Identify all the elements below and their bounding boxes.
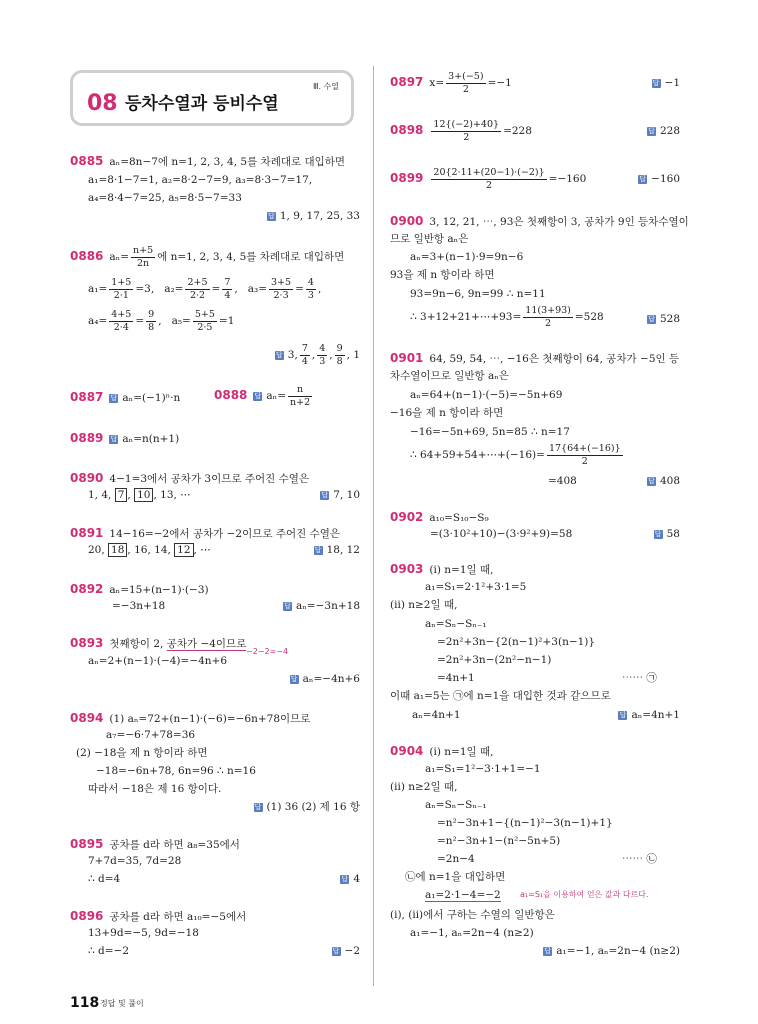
problem-0904-line6: =n²−3n+1−(n²−5n+5) — [437, 835, 561, 847]
problem-0903-line9: aₙ=4n+1 — [412, 709, 461, 721]
answer-0890: 답 7, 10 — [321, 489, 360, 501]
problem-number: 0892 — [70, 582, 104, 596]
problem-0895-line2: 7+7d=35, 7d=28 — [88, 855, 182, 867]
fraction: $\frac{7}{4}$ — [224, 277, 231, 301]
answer-0895: 답 4 — [341, 873, 360, 885]
answer-icon: 답 — [544, 946, 552, 955]
answer-icon: 답 — [267, 211, 275, 220]
answer-0904: 답 a₁=−1, aₙ=2n−4 (n≥2) — [544, 945, 680, 957]
answer-0899: 답 −160 — [639, 173, 680, 185]
problem-0904-line1: 0904 (ⅰ) n=1일 때, — [390, 744, 494, 758]
answer-icon: 답 — [290, 674, 298, 683]
column-divider — [373, 66, 374, 986]
problem-0903-line6: =2n²+3n−(2n²−n−1) — [437, 654, 552, 666]
problem-0888: 0888 답 aₙ= $\frac{n}{n+2}$ — [214, 384, 311, 408]
problem-number: 0896 — [70, 909, 104, 923]
boxed-term: 12 — [174, 543, 193, 557]
margin-note: −2−2=−4 — [246, 647, 289, 656]
problem-number: 0889 — [70, 431, 104, 445]
problem-0899: 0899 $\frac{20\{2\cdot 11+(20-1)\cdot(-2)\}}{2}$ =−160 — [390, 167, 587, 191]
problem-0886-line2: a₁= $\frac{1+5}{2\cdot 1}$ =3, a₂= $\frac{2+5}{2\cdot 2}$ = $\frac{7}{4}$ , a₃= $\frac{3+5}{2\cdot 3}$ = $\frac{4}{3}$ , — [88, 277, 322, 301]
fraction: $\frac{20\{2\cdot 11+(20-1)\cdot(-2)\}}{2}$ — [433, 167, 545, 191]
answer-icon: 답 — [652, 78, 660, 87]
answer-icon: 답 — [110, 434, 118, 443]
problem-0885-line1: 0885 aₙ=8n−7에 n=1, 2, 3, 4, 5를 차례대로 대입하면 — [70, 154, 346, 168]
problem-0895-line1: 0895 공차를 d라 하면 a₈=35에서 — [70, 837, 240, 851]
problem-number: 0894 — [70, 711, 104, 725]
problem-0894-line2: a₇=−6·7+78=36 — [106, 729, 196, 741]
problem-0901-line6: ∴ 64+59+54+⋯+(−16)= $\frac{17\{64+(-16)\}}{2}$ — [410, 443, 621, 467]
answer-icon: 답 — [341, 874, 349, 883]
problem-number: 0893 — [70, 636, 104, 650]
problem-0904-line8: ㉡에 n=1을 대입하면 — [405, 871, 506, 883]
fraction: $\frac{4}{3}$ — [307, 277, 314, 301]
problem-number: 0888 — [214, 388, 248, 402]
problem-0887: 0887 답 aₙ=(−1)ⁿ·n — [70, 390, 181, 404]
fraction: $\frac{17\{64+(-16)\}}{2}$ — [548, 443, 621, 467]
problem-number: 0895 — [70, 837, 104, 851]
problem-number: 0902 — [390, 510, 424, 524]
chapter-number: 08 — [87, 91, 118, 116]
problem-0894-line1: 0894 (1) aₙ=72+(n−1)·(−6)=−6n+78이므로 — [70, 711, 311, 725]
answer-0900: 답 528 — [648, 313, 680, 325]
problem-0901-line7: =408 — [548, 475, 577, 487]
problem-0900-line1: 0900 3, 12, 21, ⋯, 93은 첫째항이 3, 공차가 9인 등차수열이 — [390, 214, 689, 228]
underlined-phrase: a₁=2·1−4=−2 — [425, 889, 501, 901]
answer-0891: 답 18, 12 — [314, 544, 360, 556]
problem-0890-line2: 1, 4, 7 , 10 , 13, ⋯ — [88, 489, 191, 501]
problem-number: 0885 — [70, 154, 104, 168]
fraction: $\frac{5+5}{2\cdot 5}$ — [194, 309, 215, 333]
answer-icon: 답 — [654, 529, 662, 538]
answer-0896: 답 −2 — [332, 945, 360, 957]
problem-number: 0887 — [70, 390, 104, 404]
boxed-term: 7 — [115, 488, 128, 502]
problem-0903-line4: aₙ=Sₙ−Sₙ₋₁ — [425, 618, 487, 630]
problem-number: 0900 — [390, 214, 424, 228]
fraction: $\frac{4+5}{2\cdot 4}$ — [111, 309, 132, 333]
page-number: 118 — [70, 995, 100, 1011]
problem-0903-line3: (ⅱ) n≥2일 때, — [390, 599, 458, 611]
answer-icon: 답 — [321, 490, 329, 499]
problem-0892-line1: 0892 aₙ=15+(n−1)·(−3) — [70, 582, 209, 596]
problem-0904-line4: aₙ=Sₙ−Sₙ₋₁ — [425, 799, 487, 811]
answer-icon: 답 — [254, 391, 262, 400]
problem-number: 0886 — [70, 249, 104, 263]
problem-0896-line1: 0896 공차를 d라 하면 a₁₀=−5에서 — [70, 909, 247, 923]
problem-0901-line5: −16=−5n+69, 5n=85 ∴ n=17 — [410, 426, 570, 438]
answer-icon: 답 — [639, 174, 647, 183]
chapter-title: 등차수열과 등비수열 — [125, 94, 279, 114]
problem-0890-line1: 0890 4−1=3에서 공차가 3이므로 주어진 수열은 — [70, 471, 310, 485]
problem-0885-line3: a₄=8·4−7=25, a₅=8·5−7=33 — [88, 192, 242, 204]
problem-number: 0901 — [390, 351, 424, 365]
answer-icon: 답 — [110, 393, 118, 402]
boxed-term: 18 — [108, 543, 127, 557]
answer-icon: 답 — [254, 802, 262, 811]
problem-number: 0903 — [390, 562, 424, 576]
problem-number: 0899 — [390, 171, 424, 185]
answer-0897: 답 −1 — [652, 77, 680, 89]
answer-icon: 답 — [648, 476, 655, 485]
equation-label: ⋯⋯ ㉡ — [622, 853, 657, 865]
problem-0901-line3: aₙ=64+(n−1)·(−5)=−5n+69 — [410, 389, 563, 401]
fraction: $\frac{1+5}{2\cdot 1}$ — [111, 277, 132, 301]
problem-0896-line3: ∴ d=−2 — [88, 945, 130, 957]
problem-0886-line3: a₄= $\frac{4+5}{2\cdot 4}$ = $\frac{9}{8}$ , a₅= $\frac{5+5}{2\cdot 5}$ =1 — [88, 309, 235, 333]
problem-0894-line3: (2) −18을 제 n 항이라 하면 — [76, 747, 208, 759]
problem-0902-line2: =(3·10²+10)−(3·9²+9)=58 — [430, 528, 573, 540]
problem-0891-line1: 0891 14−16=−2에서 공차가 −2이므로 주어진 수열은 — [70, 526, 341, 540]
equation-label: ⋯⋯ ㉠ — [622, 672, 657, 684]
problem-0903-line5: =2n²+3n−{2(n−1)²+3(n−1)} — [437, 636, 596, 648]
problem-0904-line10: (ⅰ), (ⅱ)에서 구하는 수열의 일반항은 — [390, 909, 555, 921]
problem-0903-line1: 0903 (ⅰ) n=1일 때, — [390, 562, 494, 576]
answer-icon: 답 — [314, 545, 322, 554]
unit-label: Ⅲ. 수열 — [312, 82, 339, 91]
problem-0901-line2: 차수열이므로 일반항 aₙ은 — [390, 370, 509, 382]
fraction: $\frac{2+5}{2\cdot 2}$ — [187, 277, 208, 301]
problem-number: 0898 — [390, 123, 424, 137]
underlined-phrase: 공차가 −4이므로 — [166, 638, 247, 650]
fraction: $\frac{3+(-5)}{2}$ — [448, 71, 484, 95]
problem-0900-line5: 93=9n−6, 9n=99 ∴ n=11 — [410, 288, 546, 300]
answer-icon: 답 — [275, 350, 283, 359]
problem-number: 0890 — [70, 471, 104, 485]
fraction: $\frac{n+5}{2n}$ — [133, 245, 154, 269]
fraction: $\frac{n}{n+2}$ — [290, 384, 311, 408]
problem-0893-line1: 0893 첫째항이 2, 공차가 −4이므로 — [70, 636, 247, 650]
problem-0904-line7: =2n−4 — [437, 853, 475, 865]
problem-0892-line2: =−3n+18 — [112, 600, 166, 612]
answer-icon: 답 — [284, 601, 291, 610]
fraction: $\frac{9}{8}$ — [148, 309, 155, 333]
problem-0904-line11: a₁=−1, aₙ=2n−4 (n≥2) — [410, 927, 534, 939]
problem-0901-line4: −16을 제 n 항이라 하면 — [390, 407, 504, 419]
answer-0886: 답 3, $\frac{7}{4}$ , $\frac{4}{3}$ , $\frac{9}{8}$ , 1 — [275, 343, 360, 367]
problem-0903-line7: =4n+1 — [437, 672, 475, 684]
problem-0904-line5: =n²−3n+1−{(n−1)²−3(n−1)+1} — [437, 817, 613, 829]
problem-0903-line8: 이때 a₁=5는 ㉠에 n=1을 대입한 것과 같으므로 — [390, 690, 611, 702]
answer-0903: 답 aₙ=4n+1 — [619, 709, 680, 721]
answer-0894: 답 (1) 36 (2) 제 16 항 — [254, 801, 360, 813]
problem-0894-line5: 따라서 −18은 제 16 항이다. — [88, 783, 222, 795]
problem-0900-line3: aₙ=3+(n−1)·9=9n−6 — [410, 251, 524, 263]
answer-0902: 답 58 — [654, 528, 680, 540]
problem-number: 0904 — [390, 744, 424, 758]
problem-0900-line4: 93을 제 n 항이라 하면 — [390, 269, 495, 281]
problem-number: 0891 — [70, 526, 104, 540]
problem-0897: 0897 x= $\frac{3+(-5)}{2}$ =−1 — [390, 71, 512, 95]
answer-icon: 답 — [332, 946, 340, 955]
answer-0893: 답 aₙ=−4n+6 — [290, 673, 360, 685]
problem-0894-line4: −18=−6n+78, 6n=96 ∴ n=16 — [96, 765, 256, 777]
problem-0900-line6: ∴ 3+12+21+⋯+93= $\frac{11(3+93)}{2}$ =528 — [410, 305, 604, 329]
problem-0902-line1: 0902 a₁₀=S₁₀−S₉ — [390, 510, 489, 524]
problem-0891-line2: 20, 18 , 16, 14, 12 , ⋯ — [88, 544, 211, 556]
problem-0904-line2: a₁=S₁=1²−3·1+1=−1 — [425, 763, 541, 775]
answer-0892: 답 aₙ=−3n+18 — [284, 600, 360, 612]
chapter-header — [70, 70, 354, 126]
problem-0895-line3: ∴ d=4 — [88, 873, 121, 885]
footer-label: 정답 및 풀이 — [100, 999, 144, 1008]
answer-0885: 답 1, 9, 17, 25, 33 — [267, 210, 360, 222]
problem-number: 0897 — [390, 75, 424, 89]
problem-0885-line2: a₁=8·1−7=1, a₂=8·2−7=9, a₃=8·3−7=17, — [88, 174, 313, 186]
answer-0898: 답 228 — [648, 125, 680, 137]
fraction: $\frac{3+5}{2\cdot 3}$ — [271, 277, 292, 301]
problem-0900-line2: 므로 일반항 aₙ은 — [390, 233, 469, 245]
problem-0893-line2: aₙ=2+(n−1)·(−4)=−4n+6 — [88, 655, 228, 667]
fraction: $\frac{12\{(-2)+40\}}{2}$ — [433, 119, 500, 143]
boxed-term: 10 — [134, 488, 153, 502]
fraction: $\frac{11(3+93)}{2}$ — [525, 305, 571, 329]
answer-icon: 답 — [619, 710, 627, 719]
problem-0886-line1: 0886 aₙ= $\frac{n+5}{2n}$ 에 n=1, 2, 3, 4, 5를 차례대로 대입하면 — [70, 245, 345, 269]
answer-icon: 답 — [648, 314, 655, 323]
problem-0898: 0898 $\frac{12\{(-2)+40\}}{2}$ =228 — [390, 119, 532, 143]
answer-0901: 답 408 — [648, 475, 680, 487]
problem-0889: 0889 답 aₙ=n(n+1) — [70, 431, 180, 445]
margin-note: a₁=S₁을 이용하여 얻은 값과 다르다. — [520, 890, 649, 899]
problem-0903-line2: a₁=S₁=2·1²+3·1=5 — [425, 581, 527, 593]
answer-icon: 답 — [648, 126, 655, 135]
problem-0904-line3: (ⅱ) n≥2일 때, — [390, 781, 458, 793]
problem-0901-line1: 0901 64, 59, 54, ⋯, −16은 첫째항이 64, 공차가 −5인 등 — [390, 351, 680, 365]
problem-0904-line9 — [425, 890, 501, 901]
problem-0896-line2: 13+9d=−5, 9d=−18 — [88, 927, 199, 939]
